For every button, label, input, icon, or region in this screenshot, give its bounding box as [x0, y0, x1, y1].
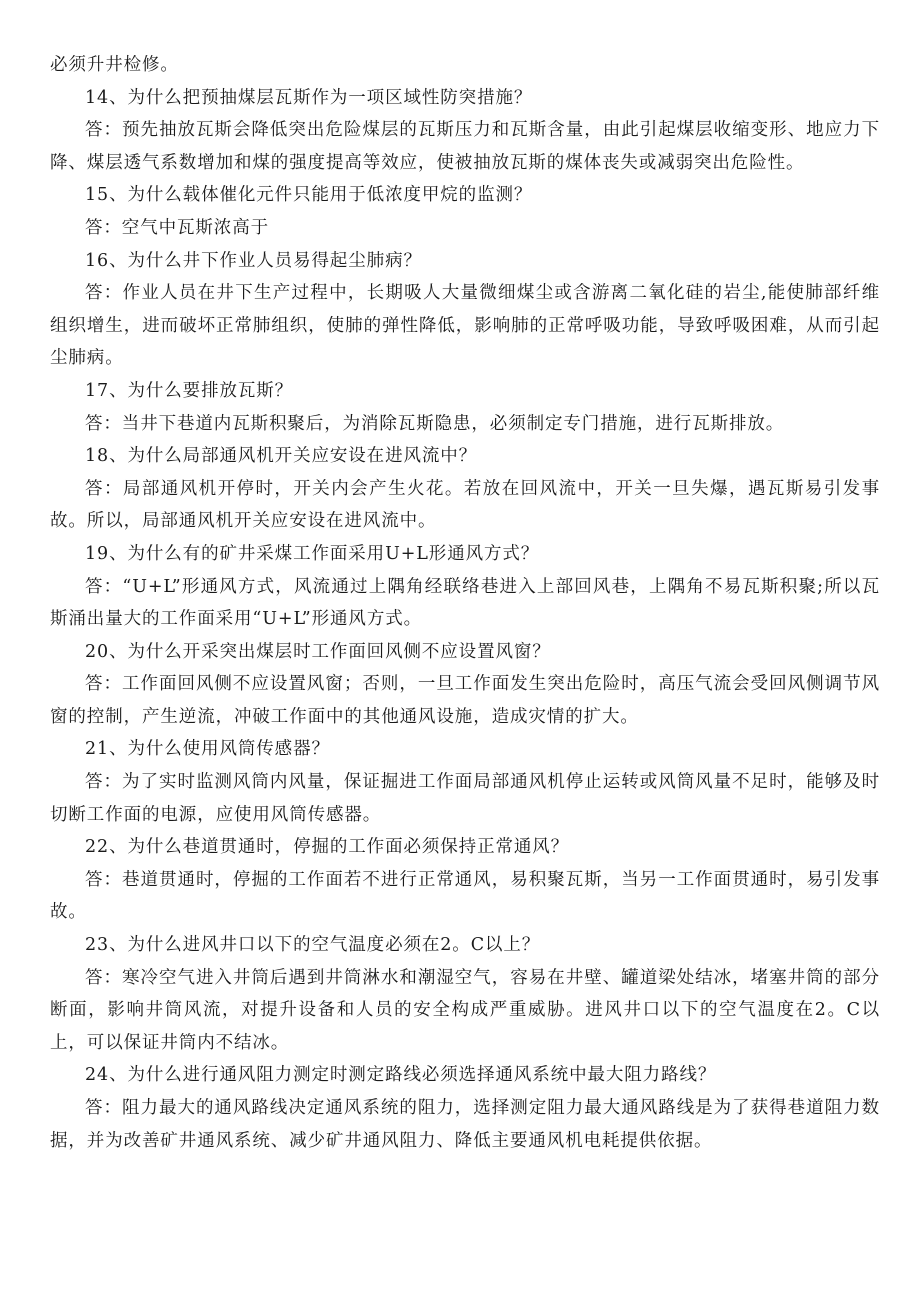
answer-22: 答：巷道贯通时，停掘的工作面若不进行正常通风，易积聚瓦斯，当另一工作面贯通时，易引发事故。 — [50, 869, 880, 923]
answer-24: 答：阻力最大的通风路线决定通风系统的阻力，选择测定阻力最大通风路线是为了获得巷道阻力数据，并为改善矿井通风系统、减少矿井通风阻力、降低主要通风机电耗提供依据。 — [50, 1098, 880, 1151]
answer-15: 答：空气中瓦斯浓高于 — [85, 217, 269, 238]
answer-18: 答：局部通风机开停时，开关内会产生火花。若放在回风流中，开关一旦失爆，遇瓦斯易引发事故。所以，局部通风机开关应安设在进风流中。 — [50, 478, 880, 532]
question-24: 24、为什么进行通风阻力测定时测定路线必须选择通风系统中最大阻力路线？ — [85, 1065, 717, 1086]
answer-19: 答：“U+L”形通风方式，风流通过上隅角经联络巷进入上部回风巷，上隅角不易瓦斯积聚;所以瓦斯涌出量大的工作面采用“U+L”形通风方式。 — [50, 576, 880, 630]
answer-23: 答：寒冷空气进入井筒后遇到井筒淋水和潮湿空气，容易在井壁、罐道梁处结冰，堵塞井筒的部分断面，影响井筒风流，对提升设备和人员的安全构成严重威胁。进风井口以下的空气温度在2。C以上，可以保证井筒内不结冰。 — [50, 967, 880, 1053]
answer-20: 答：工作面回风侧不应设置风窗；否则，一旦工作面发生突出危险时，高压气流会受回风侧调节风窗的控制，产生逆流，冲破工作面中的其他通风设施，造成灾情的扩大。 — [50, 674, 880, 727]
question-18: 18、为什么局部通风机开关应安设在进风流中？ — [85, 446, 478, 467]
question-15: 15、为什么载体催化元件只能用于低浓度甲烷的监测？ — [85, 185, 533, 206]
answer-17: 答：当井下巷道内瓦斯积聚后，为消除瓦斯隐患，必须制定专门措施，进行瓦斯排放。 — [85, 413, 785, 434]
question-17: 17、为什么要排放瓦斯？ — [85, 380, 294, 401]
question-16: 16、为什么井下作业人员易得起尘肺病？ — [85, 250, 422, 271]
question-19: 19、为什么有的矿井采煤工作面采用U+L形通风方式？ — [85, 543, 540, 564]
answer-16: 答：作业人员在井下生产过程中，长期吸人大量微细煤尘或含游离二氧化硅的岩尘,能使肺部纤维组织增生，进而破坏正常肺组织，使肺的弹性降低，影响肺的正常呼吸功能，导致呼吸困难，从而引起尘肺病。 — [50, 283, 880, 369]
answer-14: 答：预先抽放瓦斯会降低突出危险煤层的瓦斯压力和瓦斯含量，由此引起煤层收缩变形、地应力下降、煤层透气系数增加和煤的强度提高等效应，使被抽放瓦斯的煤体丧失或减弱突出危险性。 — [50, 120, 880, 173]
question-21: 21、为什么使用风筒传感器？ — [85, 739, 330, 760]
question-22: 22、为什么巷道贯通时，停掘的工作面必须保持正常通风？ — [85, 837, 570, 858]
paragraph-continuation: 必须升井检修。 — [50, 55, 179, 75]
question-23: 23、为什么进风井口以下的空气温度必须在2。C以上？ — [85, 935, 541, 956]
question-14: 14、为什么把预抽煤层瓦斯作为一项区域性防突措施？ — [85, 87, 533, 108]
question-20: 20、为什么开采突出煤层时工作面回风侧不应设置风窗？ — [85, 641, 551, 662]
answer-21: 答：为了实时监测风筒内风量，保证掘进工作面局部通风机停止运转或风筒风量不足时，能够及时切断工作面的电源，应使用风筒传感器。 — [50, 772, 880, 825]
